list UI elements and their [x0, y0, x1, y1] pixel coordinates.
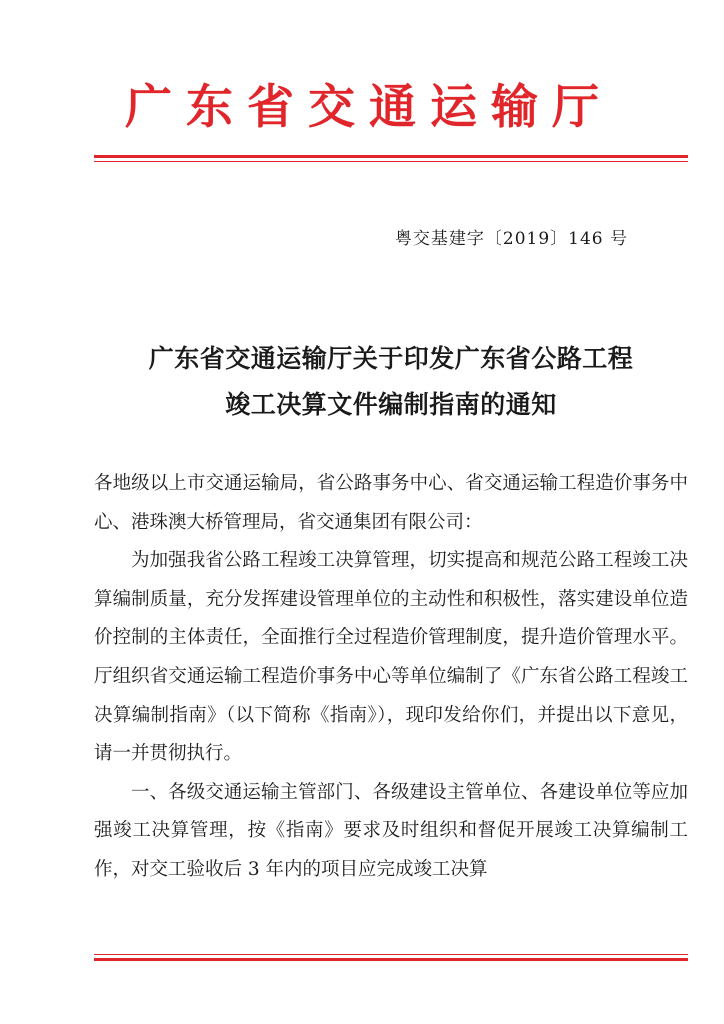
footer-divider-thick — [94, 958, 688, 961]
header-divider-thin — [94, 161, 688, 162]
document-title-line: 广东省交通运输厅关于印发广东省公路工程 — [148, 344, 634, 373]
document-title — [94, 336, 688, 428]
salutation: 各地级以上市交通运输局，省公路事务中心、省交通运输工程造价事务中心、港珠澳大桥管理局，省交通集团有限公司： — [94, 473, 688, 533]
org-header-title: 广东省交通运输厅 — [125, 80, 613, 135]
body-paragraph: 一、各级交通运输主管部门、各级建设主管单位、各建设单位等应加强竣工决算管理，按《指南》要求及时组织和督促开展竣工决算编制工作，对交工验收后 3 年内的项目应完成竣工决算 — [94, 781, 688, 880]
body-paragraph: 为加强我省公路工程竣工决算管理，切实提高和规范公路工程竣工决算编制质量，充分发挥建设管理单位的主动性和积极性，落实建设单位造价控制的主体责任，全面推行全过程造价管理制度，提升造价管理水平。厅组织省交通运输工程造价事务中心等单位编制了《广东省公路工程竣工决算编制指南》（以下简称《指南》），现印发给你们，并提出以下意见，请一并贯彻执行。 — [94, 550, 688, 765]
header-divider-thick — [94, 155, 688, 158]
footer-divider-thin — [94, 954, 688, 955]
document-body — [94, 465, 688, 890]
document-title-line: 竣工决算文件编制指南的通知 — [225, 390, 557, 419]
document-number: 粤交基建字〔2019〕146 号 — [394, 229, 628, 249]
